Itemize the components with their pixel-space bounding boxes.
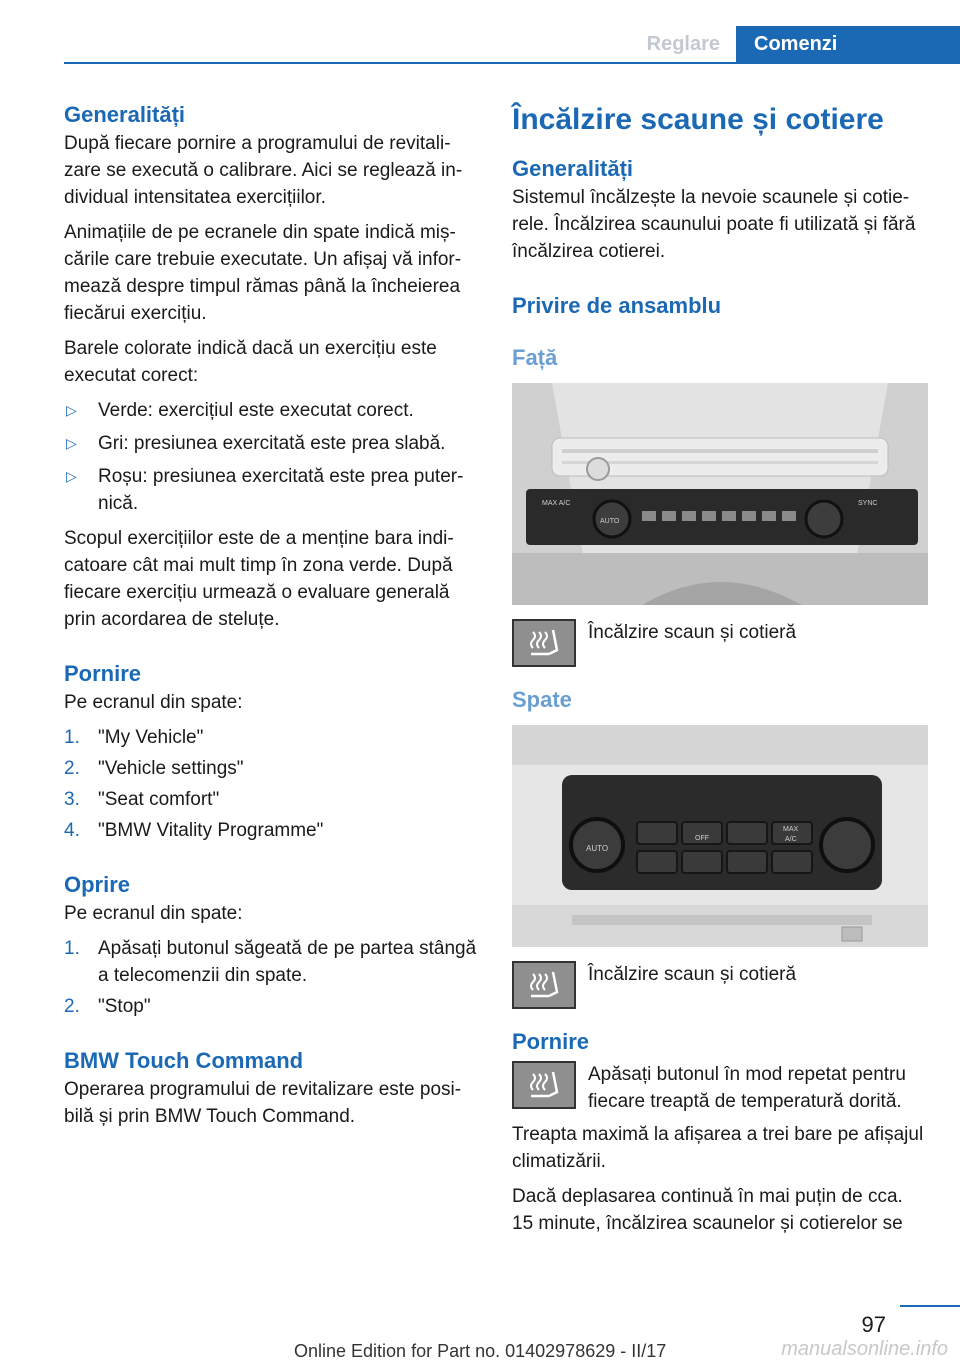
svg-text:MAX A/C: MAX A/C [542,500,571,507]
rear-seat-heating-row [512,961,928,1009]
svg-text:AUTO: AUTO [600,518,620,525]
watermark: manualsonline.info [781,1338,948,1360]
front-seat-heating-row [512,619,928,667]
footer-edition: Online Edition for Part no. 01402978629 - II/17 [294,1341,667,1361]
header-rule [64,62,960,64]
front-caption: Încălzire scaun și cotieră [588,622,797,643]
list-item: ▷ Gri: presiunea exercitată este prea slabă. [64,430,480,457]
bullet-marker-icon: ▷ [66,435,77,451]
heading-spate: Spate [512,687,572,712]
paragraph-continue: Dacă deplasarea continuă în mai puțin de cca. 15 minute, încălzirea scaunelor și cotierelor se [512,1186,903,1234]
pornire-intro: Pe ecranul din spate: [64,692,243,713]
paragraph-animations: Animațiile de pe ecranele din spate indică mișcările care trebuie executate. Un afișaj vă informează despre timpul rămas până la încheierea fiecărui exercițiu. [64,222,462,324]
oprire-intro: Pe ecranul din spate: [64,903,243,924]
section-title: Încălzire scaune și cotiere [512,103,884,136]
heading-pornire-right: Pornire [512,1029,590,1054]
right-column [512,100,928,1245]
svg-text:MAX: MAX [783,826,799,833]
list-item: 4. "BMW Vitality Programme" [64,820,324,841]
rear-panel-illustration [512,725,928,947]
header-tabs [647,26,960,62]
paragraph-system: Sistemul încălzește la nevoie scaunele și cotierele. Încălzirea scaunului poate fi utilizată și fără încălzirea cotierei. [512,187,916,262]
heading-privire: Privire de ansamblu [512,293,722,318]
rear-caption: Încălzire scaun și cotieră [588,964,797,985]
paragraph-calibration: După fiecare pornire a programului de revitalizare se execută o calibrare. Aici se reglează individual intensitatea exercițiilor. [64,133,463,208]
list-item: ▷ Roșu: presiunea exercitată este prea puternică. [64,463,480,517]
pornire-row [512,1061,928,1115]
list-item: 1. "My Vehicle" [64,727,204,748]
seat-heating-icon [512,619,576,667]
heading-pornire: Pornire [64,661,142,686]
paragraph-max-level: Treapta maximă la afișarea a trei bare pe afișajul climatizării. [512,1124,924,1172]
list-item: ▷ Verde: exercițiul este executat corect. [64,397,480,424]
left-column [64,100,480,1138]
svg-text:A/C: A/C [785,836,797,843]
heading-generalitati: Generalități [64,102,186,127]
oprire-steps [64,935,480,1020]
list-item: 3. "Seat comfort" [64,789,220,810]
seat-heating-icon [512,961,576,1009]
svg-text:AUTO: AUTO [586,844,609,853]
pornire-steps [64,724,480,844]
seat-heating-icon [512,1061,576,1109]
heading-generalitati-right: Generalități [512,156,634,181]
tab-comenzi[interactable]: Comenzi [736,26,960,62]
list-item: 2. "Vehicle settings" [64,758,244,779]
paragraph-bars: Barele colorate indică dacă un exercițiu este executat corect: [64,338,437,386]
paragraph-touch-command: Operarea programului de revitalizare este posibilă și prin BMW Touch Command. [64,1079,462,1127]
list-item: 2. "Stop" [64,996,151,1017]
heading-fata: Față [512,345,558,370]
footer-rule [900,1305,960,1307]
pornire-caption: Apăsați butonul în mod repetat pentru fiecare treaptă de temperatură dorită. [588,1064,906,1112]
page-number: 97 [861,1312,886,1337]
tab-reglare[interactable]: Reglare [646,33,720,55]
svg-text:SYNC: SYNC [858,500,878,507]
front-panel-illustration [512,383,928,605]
heading-oprire: Oprire [64,872,131,897]
rear-climate-panel-image [512,725,928,947]
heading-touch-command: BMW Touch Command [64,1048,304,1073]
bullet-marker-icon: ▷ [66,468,77,484]
list-item: 1. Apăsați butonul săgeată de pe partea stângă a telecomenzii din spate. [64,938,477,986]
bullet-marker-icon: ▷ [66,402,77,418]
paragraph-goal: Scopul exercițiilor este de a menține bara indicatoare cât mai mult timp în zona verde. După fiecare exercițiu urmează o evaluare generală prin acordarea de steluțe. [64,528,454,630]
front-climate-panel-image [512,383,928,605]
bullet-list [64,397,480,517]
svg-text:OFF: OFF [695,835,709,842]
